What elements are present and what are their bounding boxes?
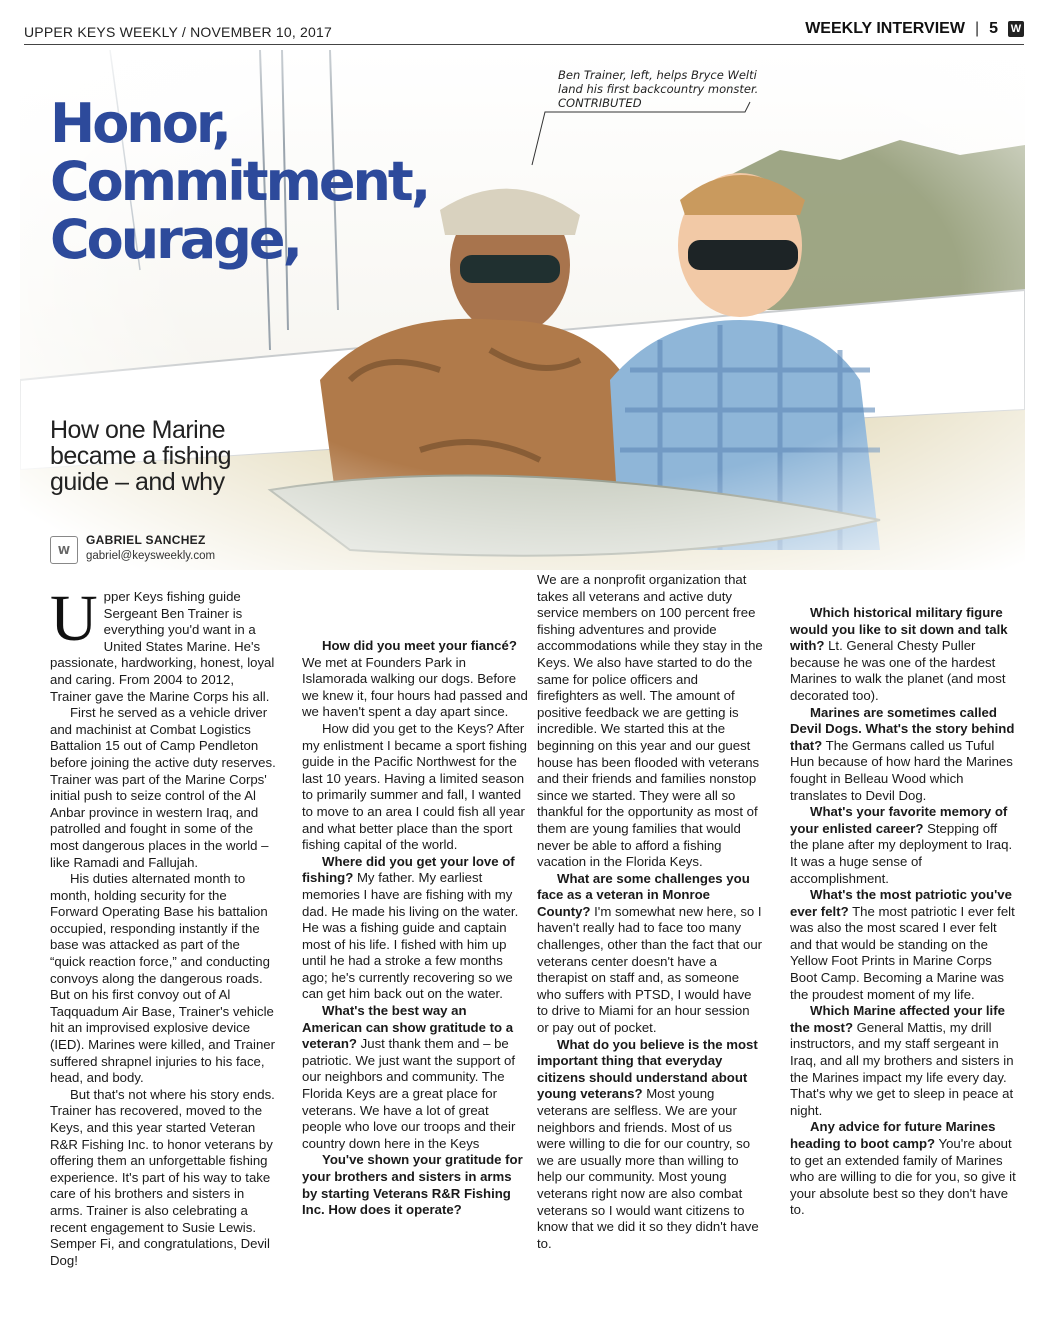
question: Marines are sometimes called Devil Dogs. What's the story behind that? [790, 704, 1015, 753]
answer: My father. My earliest memories I have are fishing with my dad. He made his living on the water. He was a fishing guide and captain most of his life. I fished with him up until he had a stroke a few months ago; he's currently recovering so we can get him back out on the water. [302, 870, 519, 1002]
headline-line-2: Commitment, [50, 150, 429, 213]
page-header [24, 22, 1024, 45]
answer: Stepping off the plane after my deployment to Iraq. It was a huge sense of accomplishment. [790, 820, 1013, 886]
answer: General Mattis, my drill instructors, and my staff sergeant in Iraq, and all my brothers and sisters in the Marines impact my life every day. That's why we get to sleep in peace at night. [790, 1019, 1014, 1118]
qa-paragraph [790, 1003, 1016, 1119]
page-number: 5 [989, 20, 998, 37]
section-label: WEEKLY INTERVIEW [805, 20, 965, 37]
headline-line-1: Honor, [50, 92, 230, 155]
qa-paragraph [790, 804, 1016, 887]
header-separator: | [974, 20, 980, 37]
headline-line-3: Courage, [50, 208, 301, 271]
article-column-3 [537, 572, 763, 1252]
body-paragraph: First he served as a vehicle driver and machinist at Combat Logistics Battalion 15 out of Camp Pendleton before joining the active duty reserves. Trainer was part of the Marine Corps' initial push to seize control of the Al Anbar province in western Iraq, and patrolled and fought in some of the most dangerous places in the world – like Ramadi and Fallujah. [50, 705, 276, 870]
qa-paragraph [790, 605, 1016, 705]
qa-paragraph [790, 887, 1016, 1003]
article-column-1 [50, 582, 276, 1269]
answer: You're about to get an extended family of Marines who are willing to die for you, so give it your absolute best so they don't have to. [790, 1136, 1016, 1218]
w-logo-icon: W [1008, 21, 1024, 37]
qa-paragraph [302, 854, 528, 1003]
author-email[interactable]: gabriel@keysweekly.com [86, 550, 216, 562]
caption-leader-line [530, 100, 760, 170]
answer: Lt. General Chesty Puller because he was one of the hardest Marines to walk the planet (and most decorated too). [790, 638, 1006, 703]
qa-paragraph [302, 1152, 528, 1218]
subhead-line-1: How one Marine [50, 416, 226, 444]
question: You've shown your gratitude for your brothers and sisters in arms by starting Veterans R&R Fishing Inc. How does it operate? [302, 1152, 523, 1218]
question: What's the most patriotic you've ever felt? [790, 887, 1012, 919]
question: What's the best way an American can show gratitude to a veteran? [302, 1003, 514, 1052]
question: Where did you get your love of fishing? [302, 853, 515, 886]
answer: The most patriotic I ever felt was also the most scared I ever felt and that would be standing on the Yellow Foot Prints in Marine Corps Boot Camp. Becoming a Marine was the proudest moment of my life. [790, 903, 1015, 1002]
article-column-4 [790, 605, 1016, 1219]
subheadline [50, 417, 310, 495]
subhead-line-3: guide – and why [50, 468, 225, 496]
question: Which historical military figure would you like to sit down and talk with? [790, 605, 1008, 654]
article-column-2 [302, 638, 528, 1219]
caption-line-1: Ben Trainer, left, helps Bryce Welti [558, 68, 757, 82]
qa-paragraph [537, 1037, 763, 1253]
subhead-line-2: became a fishing [50, 442, 232, 470]
qa-paragraph [790, 705, 1016, 805]
body-paragraph: But that's not where his story ends. Trainer has recovered, moved to the Keys, and this year started Veteran R&R Fishing Inc. to honor veterans by offering them an unforgettable fishing experience. It's part of his way to take care of his brothers and sisters in arms. Trainer is also celebrating a recent engagement to Susie Lewis. Semper Fi, and congratulations, Devil Dog! [50, 1086, 275, 1268]
intro-paragraph [50, 582, 276, 705]
answer: Just thank them and – be patriotic. We just want the support of our neighbors and community. The Florida Keys are a great place for veterans. We have a lot of great people who love our troops and their country down here in the Keys [302, 1036, 516, 1151]
question: What are some challenges you face as a veteran in Monroe County? [537, 870, 750, 919]
answer: I'm somewhat new here, so I haven't really had to face too many challenges, other than the fact that our veterans center doesn't have a therapist on staff and, as someone who suffers with PTSD, I would have to drive to Miami for an hour session or pay out of pocket. [537, 903, 763, 1036]
answer-continued: We are a nonprofit organization that takes all veterans and active duty service members on 100 percent free fishing adventures and provide accommodations while they stay in the Keys. We also have started to do the same for police officers and firefighters as well. The amount of positive feedback we are getting is incredible. We started this at the beginning on this year and our guest house has been flooded with veterans and their friends and families nonstop since we started. They were all so thankful for the opportunity as most of them are young families that would never be able to afford a fishing vacation in the Florida Keys. [537, 572, 763, 870]
question: What do you believe is the most important thing that everyday citizens should understand about young veterans? [537, 1036, 758, 1102]
question: How did you meet your fiancé? [322, 638, 517, 653]
question: Any advice for future Marines heading to boot camp? [790, 1119, 996, 1151]
answer: The Germans called us Tuful Hun because of how hard the Marines fought in Belleau Wood which translates to Devil Dog. [790, 737, 1013, 803]
byline [50, 533, 215, 564]
answer: We met at Founders Park in Islamorada walking our dogs. Before we knew it, four hours had passed and we haven't spent a day apart since. [302, 654, 528, 720]
keys-weekly-logo-icon: W [50, 536, 78, 564]
answer: Most young veterans are selfless. We are your neighbors and friends. Most of us were willing to die for our country, so we are usually more than willing to help our community. Most young veterans right now are also combat veterans so I would want citizens to know that we did it so they didn't have to. [537, 1086, 759, 1251]
qa-paragraph [537, 871, 763, 1037]
intro-text: pper Keys fishing guide Sergeant Ben Trainer is everything you'd want in a United States Marine. He's passionate, hardworking, honest, loyal and caring. From 2004 to 2012, Trainer gave the Marine Corps his all. [50, 589, 275, 704]
section-label-group [805, 20, 1024, 38]
author-name: GABRIEL SANCHEZ [86, 533, 206, 547]
question: Which Marine affected your life the most? [790, 1003, 1005, 1035]
caption-credit: CONTRIBUTED [558, 96, 642, 110]
qa-paragraph [790, 1119, 1016, 1219]
headline [50, 92, 429, 271]
publication-dateline: UPPER KEYS WEEKLY / NOVEMBER 10, 2017 [24, 24, 333, 40]
body-paragraph: His duties alternated month to month, holding security for the Forward Operating Base his battalion occupied, responding instantly if the base was attacked as part of the “quick reaction force,” and conducting convoys along the dangerous roads. But on his first convoy out of Al Taqquadum Air Base, Trainer's vehicle hit an improvised explosive device (IED). Marines were killed, and Trainer suffered shrapnel injuries to his face, head, and body. [50, 871, 275, 1086]
qa-paragraph [302, 638, 528, 721]
question: What's your favorite memory of your enlisted career? [790, 804, 1008, 836]
qa-paragraph [302, 1003, 528, 1152]
drop-cap: U [50, 582, 98, 655]
body-paragraph: How did you get to the Keys? After my enlistment I became a sport fishing guide in the Pacific Northwest for the last 10 years. Having a limited season to primarily summer and fall, I wanted to move to an area I could fish all year and what better place than the sport fishing capital of the world. [302, 720, 528, 853]
caption-line-2: land his first backcountry monster. [558, 82, 759, 96]
